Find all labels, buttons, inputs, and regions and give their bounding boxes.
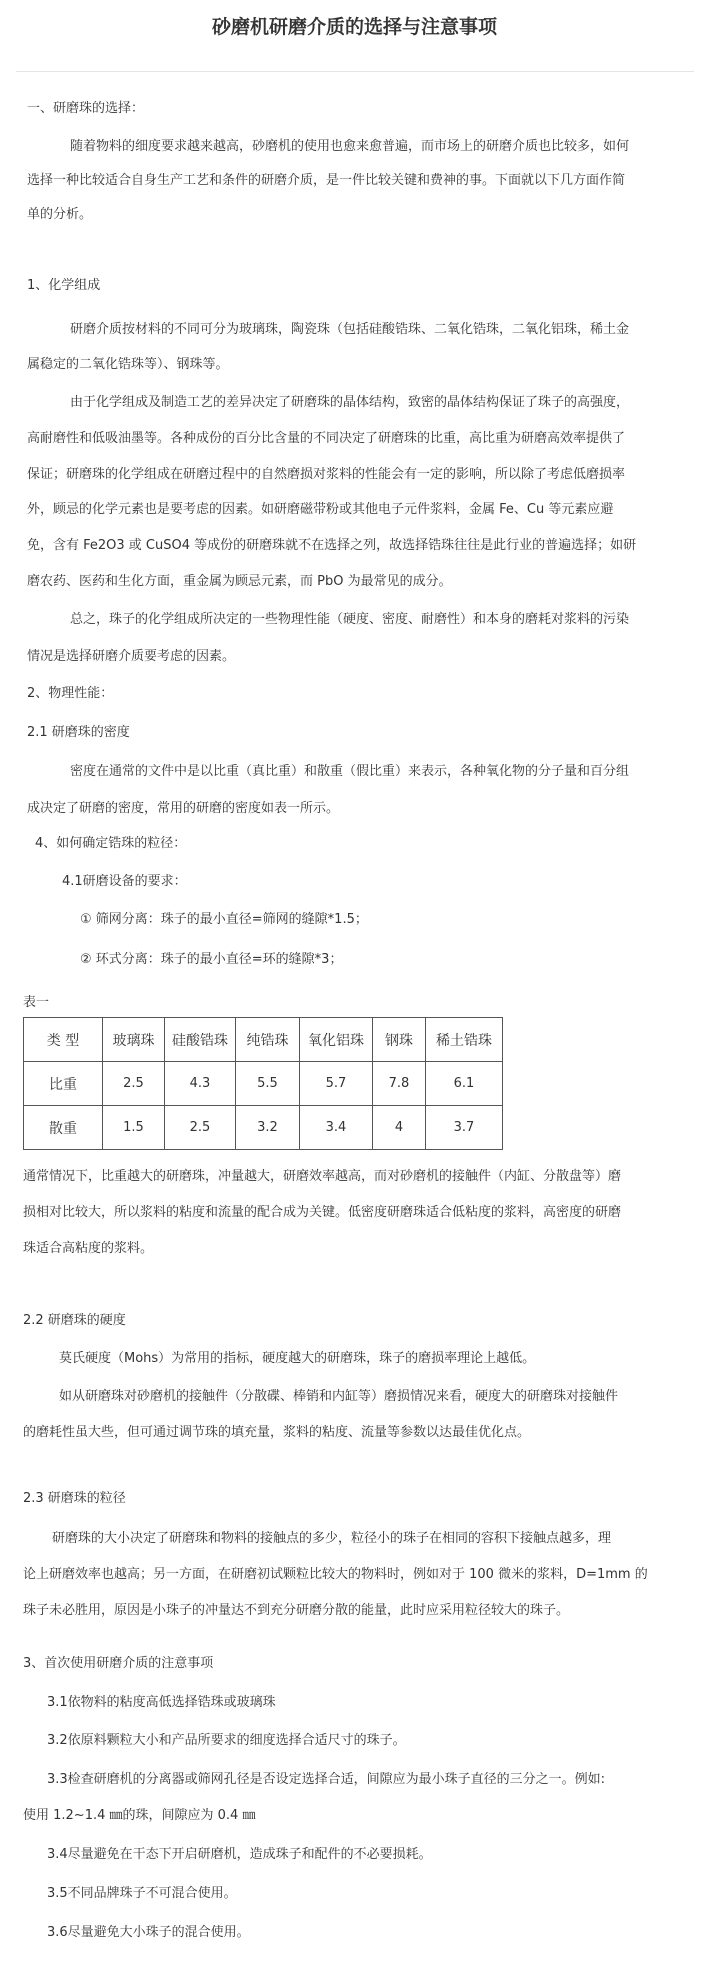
list-item: 3.4尽量避免在干态下开启研磨机，造成珠子和配件的不必要损耗。 xyxy=(47,1847,432,1862)
paragraph-line: 情况是选择研磨介质要考虑的因素。 xyxy=(27,649,236,664)
table-cell: 2.5 xyxy=(103,1062,165,1106)
paragraph-line: 莫氏硬度（Mohs）为常用的指标，硬度越大的研磨珠，珠子的磨损率理论上越低。 xyxy=(59,1351,536,1366)
heading-physical-properties: 2、物理性能： xyxy=(27,686,114,701)
table-header-cell: 氧化铝珠 xyxy=(300,1018,373,1062)
table-cell: 3.4 xyxy=(300,1106,373,1150)
heading-chemical-composition: 1、化学组成 xyxy=(27,278,101,293)
table-cell: 3.7 xyxy=(426,1106,503,1150)
table-header-cell: 玻璃珠 xyxy=(103,1018,165,1062)
table-header-row xyxy=(24,1018,503,1062)
heading-bead-hardness: 2.2 研磨珠的硬度 xyxy=(23,1313,126,1328)
paragraph-line: 高耐磨性和低吸油墨等。各种成份的百分比含量的不同决定了研磨珠的比重，高比重为研磨高效率提供了 xyxy=(27,431,626,446)
list-item: 3.2依原料颗粒大小和产品所要求的细度选择合适尺寸的珠子。 xyxy=(47,1733,406,1748)
list-item: 3.5不同品牌珠子不可混合使用。 xyxy=(47,1886,237,1901)
heading-bead-size-determination: 4、如何确定锆珠的粒径： xyxy=(35,836,187,851)
paragraph-line: 珠适合高粘度的浆料。 xyxy=(23,1241,154,1256)
table-cell: 4.3 xyxy=(165,1062,236,1106)
paragraph-line: 单的分析。 xyxy=(27,207,93,222)
table-cell: 5.7 xyxy=(300,1062,373,1106)
table-cell: 2.5 xyxy=(165,1106,236,1150)
list-item: ① 筛网分离：珠子的最小直径=筛网的缝隙*1.5； xyxy=(80,912,368,927)
heading-bead-density: 2.1 研磨珠的密度 xyxy=(27,725,130,740)
table-header-cell: 稀土锆珠 xyxy=(426,1018,503,1062)
list-item: 3.3检查研磨机的分离器或筛网孔径是否设定选择合适，间隙应为最小珠子直径的三分之一。例如: xyxy=(47,1772,606,1787)
paragraph-line: 的磨耗性虽大些，但可通过调节珠的填充量，浆料的粘度、流量等参数以达最佳优化点。 xyxy=(23,1425,531,1440)
table-row-label: 散重 xyxy=(24,1106,103,1150)
heading-equipment-requirements: 4.1研磨设备的要求： xyxy=(62,874,187,889)
paragraph-line: 保证；研磨珠的化学组成在研磨过程中的自然磨损对浆料的性能会有一定的影响，所以除了考虑低磨损率 xyxy=(27,467,626,482)
paragraph-line: 成决定了研磨的密度，常用的研磨的密度如表一所示。 xyxy=(27,801,340,816)
paragraph-line: 属稳定的二氧化锆珠等）、钢珠等。 xyxy=(27,357,229,372)
table-cell: 5.5 xyxy=(236,1062,300,1106)
paragraph-line: 免，含有 Fe2O3 或 CuSO4 等成份的研磨珠就不在选择之列，故选择锆珠往往是此行业的普遍选择；如研 xyxy=(27,538,637,553)
table-row xyxy=(24,1062,503,1106)
paragraph-line: 如从研磨珠对砂磨机的接触件（分散碟、棒销和内缸等）磨损情况来看，硬度大的研磨珠对接触件 xyxy=(59,1389,619,1404)
list-item: 3.6尽量避免大小珠子的混合使用。 xyxy=(47,1925,250,1940)
heading-first-use-precautions: 3、首次使用研磨介质的注意事项 xyxy=(23,1656,214,1671)
table-cell: 3.2 xyxy=(236,1106,300,1150)
table-cell: 1.5 xyxy=(103,1106,165,1150)
bead-density-table xyxy=(23,1017,503,1150)
list-item: ② 环式分离：珠子的最小直径=环的缝隙*3； xyxy=(80,952,343,967)
table-caption: 表一 xyxy=(23,995,50,1010)
heading-bead-size: 2.3 研磨珠的粒径 xyxy=(23,1491,126,1506)
paragraph-line: 外，顾忌的化学元素也是要考虑的因素。如研磨磁带粉或其他电子元件浆料，金属 Fe、Cu 等元素应避 xyxy=(27,502,614,517)
title-divider xyxy=(16,71,694,72)
paragraph-line: 总之，珠子的化学组成所决定的一些物理性能（硬度、密度、耐磨性）和本身的磨耗对浆料的污染 xyxy=(70,612,630,627)
list-item: 3.1依物料的粘度高低选择锆珠或玻璃珠 xyxy=(47,1695,276,1710)
paragraph-line: 随着物料的细度要求越来越高，砂磨机的使用也愈来愈普遍，而市场上的研磨介质也比较多，如何 xyxy=(70,139,630,154)
table-cell: 6.1 xyxy=(426,1062,503,1106)
list-item: 使用 1.2~1.4 ㎜的珠，间隙应为 0.4 ㎜ xyxy=(23,1808,256,1823)
paragraph-line: 由于化学组成及制造工艺的差异决定了研磨珠的晶体结构，致密的晶体结构保证了珠子的高强度， xyxy=(70,395,630,410)
table-header-cell: 硅酸锆珠 xyxy=(165,1018,236,1062)
table-row xyxy=(24,1106,503,1150)
paragraph-line: 磨农药、医药和生化方面，重金属为顾忌元素，而 PbO 为最常见的成分。 xyxy=(27,574,452,589)
table-cell: 4 xyxy=(373,1106,426,1150)
table-header-cell: 纯锆珠 xyxy=(236,1018,300,1062)
paragraph-line: 密度在通常的文件中是以比重（真比重）和散重（假比重）来表示，各种氧化物的分子量和百分组 xyxy=(70,764,630,779)
table-row-label: 比重 xyxy=(24,1062,103,1106)
heading-bead-selection: 一、研磨珠的选择： xyxy=(27,101,145,116)
table-header-cell: 类 型 xyxy=(24,1018,103,1062)
paragraph-line: 损相对比较大，所以浆料的粘度和流量的配合成为关键。低密度研磨珠适合低粘度的浆料，高密度的研磨 xyxy=(23,1205,622,1220)
paragraph-line: 通常情况下，比重越大的研磨珠，冲量越大，研磨效率越高，而对砂磨机的接触件（内缸、分散盘等）磨 xyxy=(23,1169,622,1184)
paragraph-line: 研磨珠的大小决定了研磨珠和物料的接触点的多少，粒径小的珠子在相同的容积下接触点越多，理 xyxy=(52,1531,612,1546)
paragraph-line: 选择一种比较适合自身生产工艺和条件的研磨介质，是一件比较关键和费神的事。下面就以下几方面作简 xyxy=(27,173,626,188)
paragraph-line: 论上研磨效率也越高；另一方面，在研磨初试颗粒比较大的物料时，例如对于 100 微米的浆料，D=1mm 的 xyxy=(23,1567,648,1582)
paragraph-line: 珠子未必胜用，原因是小珠子的冲量达不到充分研磨分散的能量，此时应采用粒径较大的珠子。 xyxy=(23,1603,570,1618)
table-cell: 7.8 xyxy=(373,1062,426,1106)
table-header-cell: 钢珠 xyxy=(373,1018,426,1062)
paragraph-line: 研磨介质按材料的不同可分为玻璃珠，陶瓷珠（包括硅酸锆珠、二氧化锆珠，二氧化铝珠，稀土金 xyxy=(70,322,630,337)
article-title: 砂磨机研磨介质的选择与注意事项 xyxy=(211,16,497,38)
